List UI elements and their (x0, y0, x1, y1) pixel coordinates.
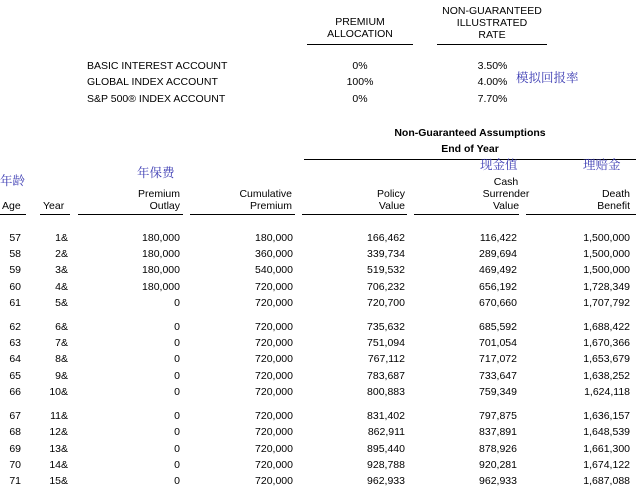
illustrated-rate-header-line3: RATE (478, 29, 506, 41)
cumulative-premium-cell: 720,000 (255, 443, 293, 455)
illustrated-rate-header-line1: NON-GUARANTEED (442, 5, 542, 17)
cash-surrender-value-header (460, 176, 552, 212)
cumulative-premium-cell: 720,000 (255, 353, 293, 365)
account-rate: 3.50% (477, 60, 508, 72)
column-underline (526, 214, 636, 215)
policy-value-header (320, 188, 405, 212)
cumulative-premium-cell: 720,000 (255, 281, 293, 293)
age-annotation: 年龄 (0, 173, 26, 188)
policy-value-cell: 751,094 (367, 337, 405, 349)
year-cell: 11& (50, 410, 68, 422)
account-rate: 4.00% (477, 76, 508, 88)
age-cell: 69 (9, 443, 21, 455)
cash-surrender-value-cell: 837,891 (479, 426, 517, 438)
premium-annotation: 年保费 (137, 165, 175, 180)
premium-outlay-cell: 180,000 (142, 232, 180, 244)
cumulative-premium-cell: 720,000 (255, 386, 293, 398)
account-allocation: 100% (346, 76, 374, 88)
cash-surrender-value-cell: 656,192 (479, 281, 517, 293)
premium-outlay-header (100, 188, 180, 212)
policy-value-cell: 783,687 (367, 370, 405, 382)
end-of-year-label: End of Year (441, 143, 499, 155)
policy-value-cell: 519,532 (367, 264, 405, 276)
age-cell: 71 (9, 475, 21, 487)
death-benefit-cell: 1,670,366 (583, 337, 630, 349)
cash-surrender-value-cell: 469,492 (479, 264, 517, 276)
policy-value-cell: 720,700 (367, 297, 405, 309)
year-cell: 1& (55, 232, 68, 244)
premium-outlay-header-line1: Premium (137, 188, 180, 200)
year-cell: 10& (49, 386, 68, 398)
cash-surrender-value-header-line1: Cash (493, 176, 519, 188)
policy-value-header-line1: Policy (376, 188, 405, 200)
year-cell: 13& (49, 443, 68, 455)
cash-surrender-value-cell: 759,349 (479, 386, 517, 398)
column-underline (78, 214, 183, 215)
death-benefit-cell: 1,661,300 (583, 443, 630, 455)
death-benefit-cell: 1,688,422 (583, 321, 630, 333)
policy-value-cell: 339,734 (367, 248, 405, 260)
premium-outlay-cell: 0 (174, 321, 180, 333)
cumulative-premium-cell: 720,000 (255, 297, 293, 309)
death-benefit-cell: 1,674,122 (583, 459, 630, 471)
premium-allocation-header-line1: PREMIUM (335, 16, 385, 28)
year-cell: 14& (49, 459, 68, 471)
cash-surrender-value-cell: 289,694 (479, 248, 517, 260)
premium-outlay-cell: 180,000 (142, 248, 180, 260)
year-column-header: Year (43, 200, 65, 212)
policy-value-header-line2: Value (378, 200, 405, 212)
age-cell: 62 (9, 321, 21, 333)
year-cell: 9& (55, 370, 68, 382)
age-cell: 57 (9, 232, 21, 244)
account-allocation: 0% (352, 60, 368, 72)
death-benefit-cell: 1,707,792 (583, 297, 630, 309)
cumulative-premium-cell: 360,000 (255, 248, 293, 260)
assumptions-title: Non-Guaranteed Assumptions (394, 127, 546, 139)
cash-surrender-value-cell: 962,933 (479, 475, 517, 487)
column-underline (40, 214, 70, 215)
policy-value-cell: 928,788 (367, 459, 405, 471)
year-cell: 5& (55, 297, 68, 309)
cash-value-annotation: 现金值 (480, 157, 518, 172)
cash-surrender-value-cell: 797,875 (479, 410, 517, 422)
column-underline (414, 214, 519, 215)
age-column-header: Age (2, 200, 21, 212)
age-cell: 61 (9, 297, 21, 309)
premium-allocation-header-line2: ALLOCATION (327, 28, 393, 40)
premium-outlay-cell: 0 (174, 337, 180, 349)
year-cell: 6& (55, 321, 68, 333)
death-benefit-annotation: 理赔金 (583, 157, 621, 172)
cash-surrender-value-cell: 685,592 (479, 321, 517, 333)
premium-outlay-cell: 0 (174, 426, 180, 438)
cash-surrender-value-header-line2: Surrender (482, 188, 530, 200)
year-cell: 15& (49, 475, 68, 487)
death-benefit-cell: 1,624,118 (584, 386, 630, 398)
premium-outlay-header-line2: Outlay (149, 200, 180, 212)
age-cell: 65 (9, 370, 21, 382)
account-rate: 7.70% (477, 93, 508, 105)
year-cell: 8& (55, 353, 68, 365)
account-allocation: 0% (352, 93, 368, 105)
cumulative-premium-cell: 720,000 (255, 410, 293, 422)
cumulative-premium-cell: 720,000 (255, 337, 293, 349)
age-cell: 63 (9, 337, 21, 349)
death-benefit-cell: 1,728,349 (583, 281, 630, 293)
policy-value-cell: 895,440 (367, 443, 405, 455)
policy-value-cell: 735,632 (367, 321, 405, 333)
premium-outlay-cell: 0 (174, 475, 180, 487)
cash-surrender-value-cell: 717,072 (479, 353, 517, 365)
illustrated-rate-annotation: 模拟回报率 (516, 70, 579, 85)
death-benefit-cell: 1,500,000 (583, 248, 630, 260)
policy-value-cell: 831,402 (367, 410, 405, 422)
death-benefit-header (540, 188, 630, 212)
cumulative-premium-header (200, 188, 292, 212)
cumulative-premium-cell: 540,000 (255, 264, 293, 276)
cumulative-premium-cell: 720,000 (255, 370, 293, 382)
premium-outlay-cell: 0 (174, 370, 180, 382)
death-benefit-cell: 1,500,000 (583, 264, 630, 276)
account-name: BASIC INTEREST ACCOUNT (87, 60, 228, 72)
age-cell: 66 (9, 386, 21, 398)
cash-surrender-value-header-line3: Value (492, 200, 520, 212)
cumulative-premium-cell: 720,000 (255, 321, 293, 333)
death-benefit-header-line2: Benefit (597, 200, 630, 212)
premium-outlay-cell: 0 (174, 297, 180, 309)
age-cell: 68 (9, 426, 21, 438)
column-underline (190, 214, 295, 215)
column-underline (0, 214, 26, 215)
illustrated-rate-underline (437, 44, 547, 45)
premium-outlay-cell: 0 (174, 410, 180, 422)
policy-value-cell: 166,462 (367, 232, 405, 244)
year-cell: 3& (55, 264, 68, 276)
age-cell: 70 (9, 459, 21, 471)
cumulative-premium-header-line2: Premium (249, 200, 292, 212)
year-cell: 2& (55, 248, 68, 260)
premium-allocation-underline (307, 44, 413, 45)
column-underline (302, 214, 407, 215)
death-benefit-cell: 1,638,252 (583, 370, 630, 382)
illustrated-rate-header-line2: ILLUSTRATED (456, 17, 528, 29)
age-cell: 59 (9, 264, 21, 276)
policy-value-cell: 862,911 (367, 426, 405, 438)
cash-surrender-value-cell: 878,926 (479, 443, 517, 455)
year-cell: 4& (55, 281, 68, 293)
cash-surrender-value-cell: 116,422 (479, 232, 517, 244)
premium-outlay-cell: 0 (174, 386, 180, 398)
cumulative-premium-cell: 720,000 (255, 426, 293, 438)
policy-value-cell: 800,883 (367, 386, 405, 398)
death-benefit-cell: 1,648,539 (583, 426, 630, 438)
premium-outlay-cell: 180,000 (142, 264, 180, 276)
year-cell: 12& (49, 426, 68, 438)
age-cell: 64 (9, 353, 21, 365)
premium-outlay-cell: 0 (174, 459, 180, 471)
year-cell: 7& (55, 337, 68, 349)
age-cell: 67 (9, 410, 21, 422)
premium-outlay-cell: 0 (174, 353, 180, 365)
cash-surrender-value-cell: 701,054 (479, 337, 517, 349)
policy-value-cell: 962,933 (367, 475, 405, 487)
cumulative-premium-header-line1: Cumulative (239, 188, 292, 200)
death-benefit-cell: 1,653,679 (583, 353, 630, 365)
cash-surrender-value-cell: 920,281 (479, 459, 517, 471)
policy-value-cell: 706,232 (367, 281, 405, 293)
cash-surrender-value-cell: 733,647 (479, 370, 517, 382)
death-benefit-cell: 1,687,088 (583, 475, 630, 487)
policy-value-cell: 767,112 (367, 353, 405, 365)
age-cell: 60 (9, 281, 21, 293)
cash-surrender-value-cell: 670,660 (479, 297, 517, 309)
death-benefit-cell: 1,500,000 (583, 232, 630, 244)
premium-outlay-cell: 180,000 (142, 281, 180, 293)
death-benefit-cell: 1,636,157 (583, 410, 630, 422)
death-benefit-header-line1: Death (601, 188, 630, 200)
illustrated-rate-header (433, 5, 551, 41)
account-name: GLOBAL INDEX ACCOUNT (87, 76, 218, 88)
account-name: S&P 500® INDEX ACCOUNT (87, 93, 226, 105)
premium-outlay-cell: 0 (174, 443, 180, 455)
premium-allocation-header (310, 16, 410, 40)
cumulative-premium-cell: 720,000 (255, 475, 293, 487)
cumulative-premium-cell: 180,000 (255, 232, 293, 244)
cumulative-premium-cell: 720,000 (255, 459, 293, 471)
age-cell: 58 (9, 248, 21, 260)
